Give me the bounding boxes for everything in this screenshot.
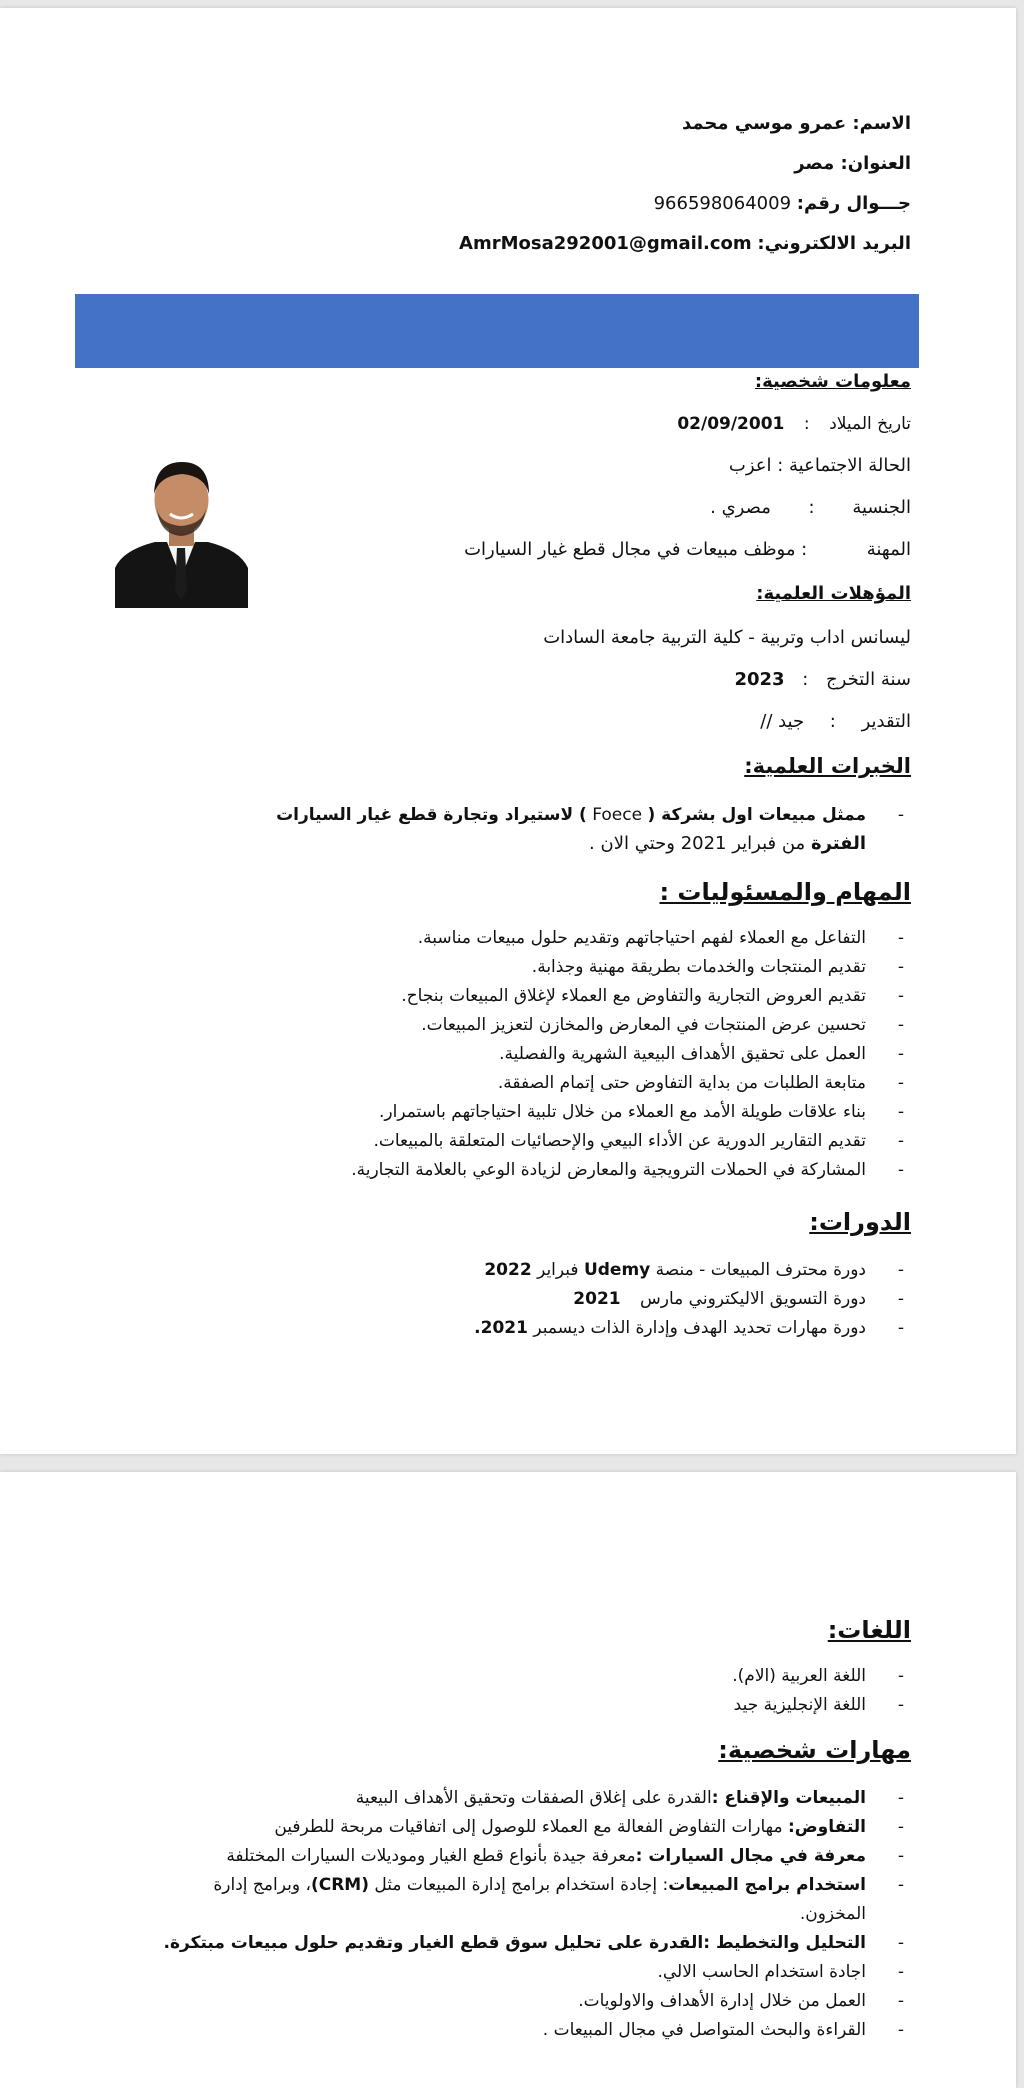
list-item: - بناء علاقات طويلة الأمد مع العملاء من خلال تلبية احتياجاتهم باستمرار. bbox=[351, 1098, 916, 1127]
period-value: من فبراير 2021 وحتي الان . bbox=[589, 833, 806, 854]
list-item: - المبيعات والإقناع :القدرة على إغلاق الصفقات وتحقيق الأهداف البيعية bbox=[164, 1784, 917, 1813]
list-item: - معرفة في مجال السيارات :معرفة جيدة بأنواع قطع الغيار وموديلات السيارات المختلفة bbox=[164, 1842, 917, 1871]
period-label: الفترة bbox=[810, 833, 866, 854]
list-item: - القراءة والبحث المتواصل في مجال المبيعات . bbox=[164, 2016, 917, 2045]
list-item: - تقديم العروض التجارية والتفاوض مع العملاء لإغلاق المبيعات بنجاح. bbox=[351, 982, 916, 1011]
blue-header-bar bbox=[75, 294, 919, 368]
list-item: - متابعة الطلبات من بداية التفاوض حتى إتمام الصفقة. bbox=[351, 1069, 916, 1098]
list-item: - التفاوض: مهارات التفاوض الفعالة مع العملاء للوصول إلى اتفاقيات مربحة للطرفين bbox=[164, 1813, 917, 1842]
nationality-row: الجنسية : مصري . bbox=[710, 497, 911, 518]
grade-row: التقدير : جيد // bbox=[760, 711, 911, 732]
list-item: - العمل على تحقيق الأهداف البيعية الشهرية والفصلية. bbox=[351, 1040, 916, 1069]
list-item: - ممثل مبيعات اول بشركة ( Foece ) لاستيراد وتجارة قطع غيار السيارات bbox=[276, 800, 916, 830]
marital-status: الحالة الاجتماعية : اعزب bbox=[728, 455, 911, 476]
nationality-value: مصري . bbox=[710, 497, 771, 518]
phone-label: جـــوال رقم: bbox=[796, 193, 911, 214]
duties-heading: المهام والمسئوليات : bbox=[659, 878, 911, 906]
experience-heading: الخبرات العلمية: bbox=[744, 754, 911, 778]
grad-year: 2023 bbox=[734, 669, 785, 690]
list-item: - تحسين عرض المنتجات في المعارض والمخازن لتعزيز المبيعات. bbox=[351, 1011, 916, 1040]
contact-phone bbox=[654, 192, 911, 216]
experience-period bbox=[589, 832, 866, 856]
grad-label: سنة التخرج bbox=[826, 669, 911, 690]
degree: ليسانس اداب وتربية - كلية التربية جامعة السادات bbox=[543, 627, 911, 648]
experience-list bbox=[276, 800, 916, 830]
list-item: - دورة محترف المبيعات - منصة Udemy فبراير 2022 bbox=[474, 1256, 916, 1285]
grade-value: جيد // bbox=[760, 711, 805, 732]
list-item: - المشاركة في الحملات الترويجية والمعارض لزيادة الوعي بالعلامة التجارية. bbox=[351, 1156, 916, 1185]
skills-list bbox=[164, 1784, 917, 2045]
job-row bbox=[464, 538, 911, 562]
grade-label: التقدير bbox=[861, 711, 911, 732]
profile-photo bbox=[115, 450, 248, 608]
cv-page-2 bbox=[0, 1472, 1016, 2088]
list-item: - التحليل والتخطيط :القدرة على تحليل سوق قطع الغيار وتقديم حلول مبيعات مبتكرة. bbox=[164, 1929, 917, 1958]
languages-list bbox=[732, 1662, 916, 1720]
nationality-label: الجنسية bbox=[852, 497, 911, 518]
education-heading: المؤهلات العلمية: bbox=[756, 583, 911, 604]
email-label: البريد الالكتروني: bbox=[757, 233, 911, 254]
grad-year-row: سنة التخرج : 2023 bbox=[734, 669, 911, 690]
list-item: - اللغة العربية (الام). bbox=[732, 1662, 916, 1691]
list-item: - دورة التسويق الاليكتروني مارس 2021 bbox=[474, 1285, 916, 1314]
person-portrait-icon bbox=[115, 450, 248, 608]
dob-row: تاريخ الميلاد : 02/09/2001 bbox=[677, 414, 911, 434]
contact-address: العنوان: مصر bbox=[794, 153, 911, 174]
skills-heading: مهارات شخصية: bbox=[718, 1736, 911, 1764]
list-item: - دورة مهارات تحديد الهدف وإدارة الذات ديسمبر 2021. bbox=[474, 1314, 916, 1343]
job-label: المهنة bbox=[866, 539, 911, 560]
duties-list bbox=[351, 924, 916, 1185]
list-item: - التفاعل مع العملاء لفهم احتياجاتهم وتقديم حلول مبيعات مناسبة. bbox=[351, 924, 916, 953]
courses-heading: الدورات: bbox=[809, 1208, 911, 1236]
list-item: - اللغة الإنجليزية جيد bbox=[732, 1691, 916, 1720]
personal-heading: معلومات شخصية: bbox=[754, 371, 911, 392]
list-item: - العمل من خلال إدارة الأهداف والاولويات. bbox=[164, 1987, 917, 2016]
list-item: - تقديم المنتجات والخدمات بطريقة مهنية وجذابة. bbox=[351, 953, 916, 982]
languages-heading: اللغات: bbox=[827, 1616, 911, 1644]
phone-value: 966598064009 bbox=[653, 193, 792, 214]
dob-value: 02/09/2001 bbox=[677, 414, 785, 434]
dob-label: تاريخ الميلاد bbox=[829, 414, 911, 434]
courses-list bbox=[474, 1256, 916, 1343]
list-item: - تقديم التقارير الدورية عن الأداء البيعي والإحصائيات المتعلقة بالمبيعات. bbox=[351, 1127, 916, 1156]
list-item-continuation: المخزون. bbox=[799, 1904, 866, 1924]
email-value: AmrMosa292001@gmail.com bbox=[459, 233, 752, 254]
cv-page-1 bbox=[0, 8, 1016, 1454]
job-value: : موظف مبيعات في مجال قطع غيار السيارات bbox=[464, 539, 808, 560]
list-item: - استخدام برامج المبيعات: إجادة استخدام برامج إدارة المبيعات مثل (CRM)، وبرامج إدارة bbox=[164, 1871, 917, 1900]
contact-name: الاسم: عمرو موسي محمد bbox=[681, 113, 911, 134]
list-item: - اجادة استخدام الحاسب الالي. bbox=[164, 1958, 917, 1987]
contact-email bbox=[459, 232, 911, 256]
